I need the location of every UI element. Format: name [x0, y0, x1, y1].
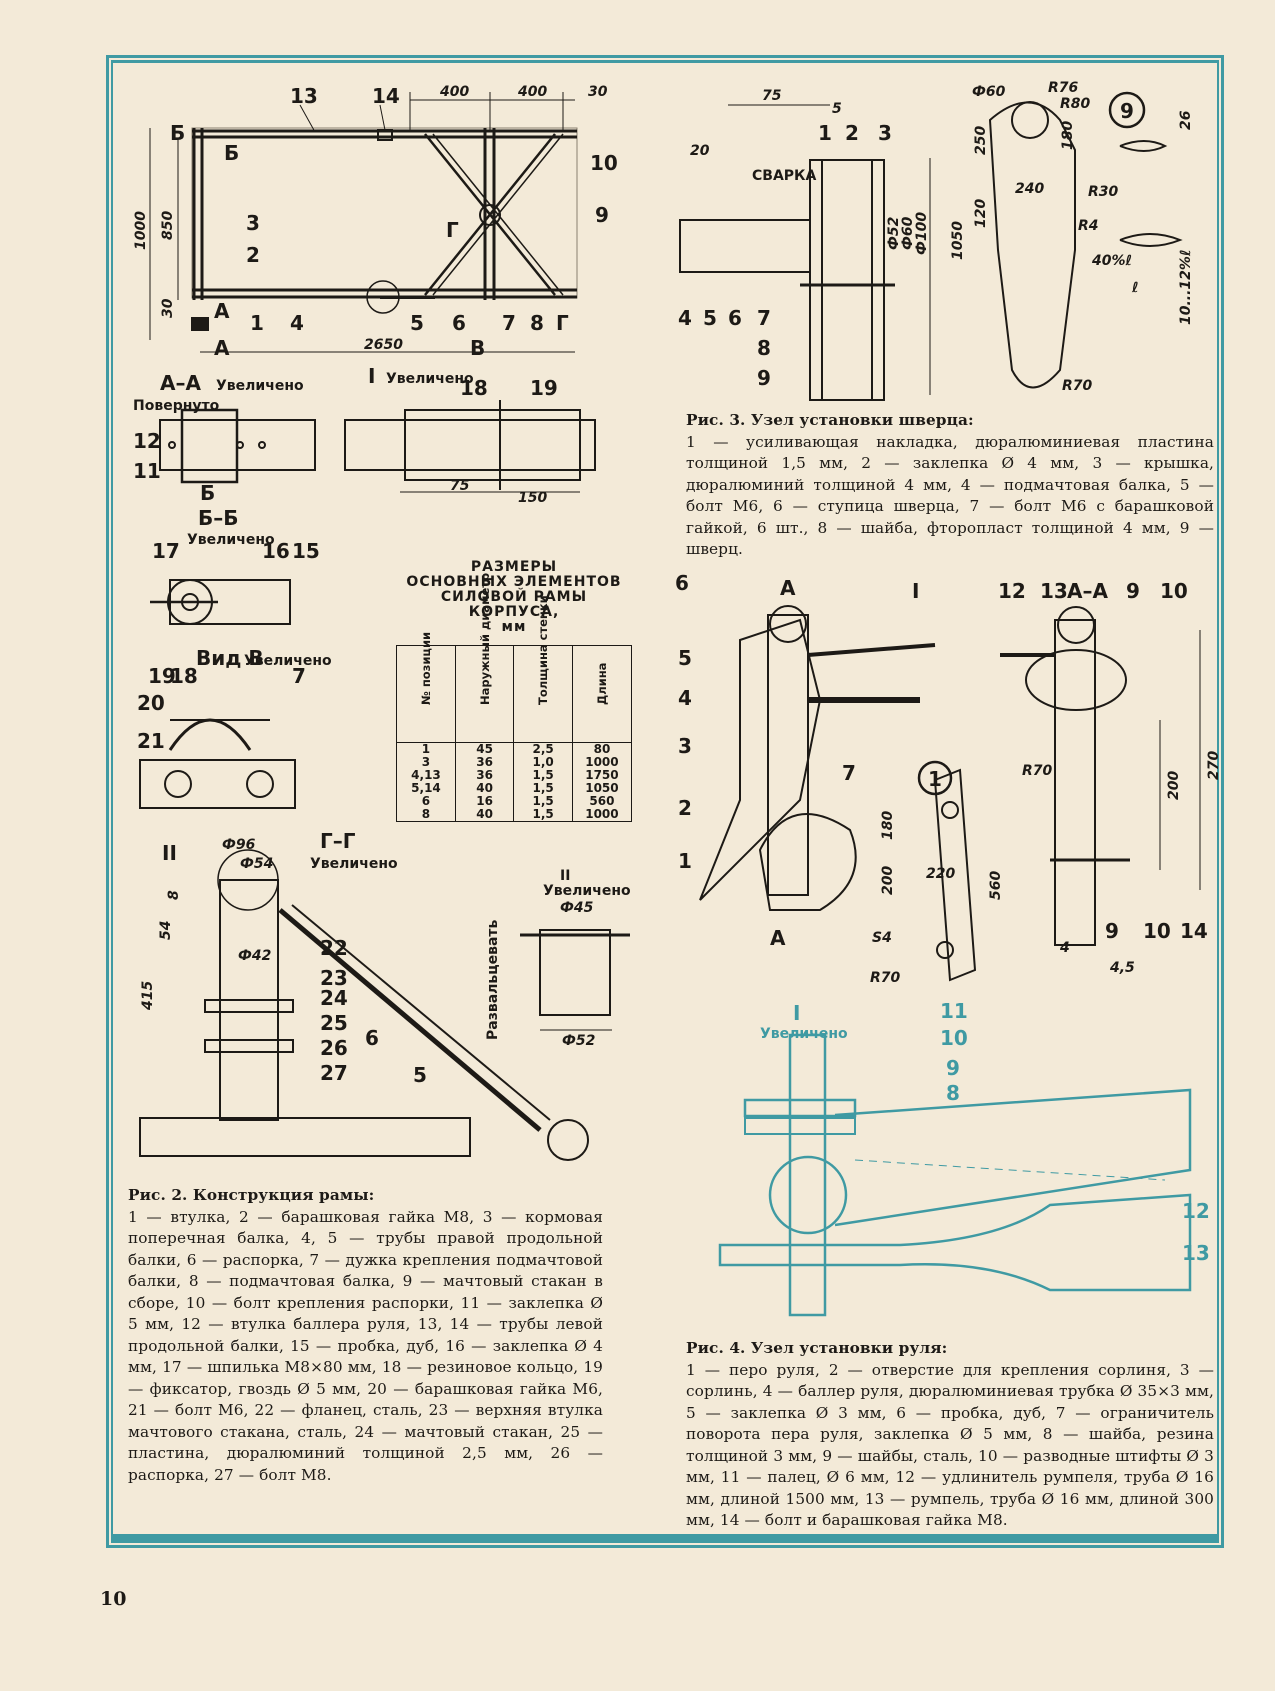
fig2-dim-54b: 54: [158, 920, 174, 940]
fig2-callout-19b: 19: [148, 664, 176, 688]
table-cell: 1,5: [514, 795, 573, 808]
fig4-detail-callout-8: 8: [946, 1081, 960, 1105]
fig3-circled-number: 9: [1120, 99, 1134, 123]
fig2-section-g-2: Г: [556, 311, 569, 335]
fig3-dim-r30: R30: [1088, 184, 1119, 200]
fig2-section-b-bb: Б: [200, 481, 216, 505]
table-cell: 3: [397, 756, 456, 769]
table-cell: 1,0: [514, 756, 573, 769]
fig2-section-v: В: [470, 336, 486, 360]
fig3-dim-r76: R76: [1048, 80, 1079, 96]
fig2-view-gg-title: Г–Г: [320, 829, 356, 853]
fig4-dim-180: 180: [880, 810, 896, 840]
fig4-dim-4: 4: [1060, 940, 1070, 956]
fig3-dim-180: 180: [1060, 120, 1076, 150]
fig4-circled-number: 1: [928, 767, 942, 791]
page-number: 10: [100, 1588, 127, 1610]
fig2-dim-30b: 30: [160, 298, 176, 318]
fig2-callout-13: 13: [290, 84, 318, 108]
fig4-detail-callout-9: 9: [946, 1056, 960, 1080]
fig4-callout-14: 14: [1180, 919, 1208, 943]
fig4-callout-13: 13: [1040, 579, 1068, 603]
fig3-callout-7: 7: [757, 306, 771, 330]
fig4-dim-200b: 200: [880, 865, 896, 895]
fig2-detail-ii: [520, 930, 630, 1030]
fig2-dim-30: 30: [588, 84, 608, 100]
fig2-view-v-note: Увеличено: [244, 653, 332, 669]
fig2-view-i-title: I: [368, 364, 376, 388]
fig3-callout-9: 9: [757, 366, 771, 390]
table-cell: 36: [455, 756, 513, 769]
fig2-callout-6b: 6: [365, 1026, 379, 1050]
fig4-section-a-top: А: [780, 576, 796, 600]
fig3-callout-6: 6: [728, 306, 742, 330]
fig4-caption-title: Рис. 4. Узел установки руля:: [686, 1339, 948, 1357]
fig2-callout-20: 20: [137, 691, 165, 715]
fig2-callout-3: 3: [246, 211, 260, 235]
fig2-callout-4: 4: [290, 311, 304, 335]
fig2-callout-12: 12: [133, 429, 161, 453]
fig3-caption-title: Рис. 3. Узел установки шверца:: [686, 411, 974, 429]
fig2-view-bb-title: Б–Б: [198, 506, 239, 530]
fig3-dim-f60: Ф60: [972, 84, 1006, 100]
fig4-detail-callout-12: 12: [1182, 1199, 1210, 1223]
fig3-dim-pct: 40%ℓ: [1092, 253, 1133, 269]
fig4-callout-9: 9: [1126, 579, 1140, 603]
fig2-view-gg-note: Увеличено: [310, 856, 398, 872]
fig4-dim-s4: S4: [872, 930, 892, 946]
fig4-callout-12: 12: [998, 579, 1026, 603]
table-row: [397, 743, 632, 757]
fig2-dim-75: 75: [450, 478, 470, 494]
fig2-section-i: [345, 400, 595, 492]
fig4-callout-2: 2: [678, 796, 692, 820]
fig2-callout-21: 21: [137, 729, 165, 753]
fig2-callout-18b: 18: [170, 664, 198, 688]
fig3-dim-52: Ф52: [886, 216, 902, 250]
fig4-dim-220: 220: [926, 866, 956, 882]
fig4-dim-45: 4,5: [1110, 960, 1135, 976]
table-title-line-2: ОСНОВНЫХ ЭЛЕМЕНТОВ: [406, 574, 622, 590]
fig2-callout-2: 2: [246, 243, 260, 267]
fig4-view-i-top: I: [912, 579, 920, 603]
fig2-callout-6: 6: [452, 311, 466, 335]
fig2-callout-17: 17: [152, 539, 180, 563]
fig4-dim-200: 200: [1166, 770, 1182, 800]
fig3-callout-4: 4: [678, 306, 692, 330]
fig3-callout-1: 1: [818, 121, 832, 145]
fig2-dim-850: 850: [160, 210, 176, 240]
fig3-dim-120: 120: [973, 198, 989, 228]
fig2-dim-150: 150: [518, 490, 548, 506]
fig3-callout-3: 3: [878, 121, 892, 145]
fig3-dim-26: 26: [1178, 110, 1194, 130]
fig4-callout-1: 1: [678, 849, 692, 873]
fig2-callout-7: 7: [502, 311, 516, 335]
table-cell: 1000: [572, 808, 631, 822]
table-cell: 1: [397, 743, 456, 757]
fig3-callout-5: 5: [703, 306, 717, 330]
fig4-callout-10b: 10: [1143, 919, 1171, 943]
table-cell: 1,5: [514, 782, 573, 795]
fig2-view-aa-note2: Повернуто: [133, 398, 220, 414]
fig3-dim-1050: 1050: [950, 221, 966, 260]
fig2-flare-label: Развальцевать: [485, 919, 501, 1040]
fig4-caption-block: [686, 1338, 1214, 1532]
fig4-dim-r70: R70: [1022, 763, 1053, 779]
fig2-callout-26: 26: [320, 1036, 348, 1060]
fig2-caption-title: Рис. 2. Конструкция рамы:: [128, 1186, 375, 1204]
fig3-dim-75: 75: [762, 88, 782, 104]
fig2-callout-8: 8: [530, 311, 544, 335]
fig3-centreboard-assembly: [680, 105, 930, 400]
fig2-section-b-top2: Б: [224, 141, 240, 165]
fig2-callout-16: 16: [262, 539, 290, 563]
fig4-dim-270: 270: [1206, 750, 1222, 780]
fig4-caption-text: 1 — перо руля, 2 — отверстие для крепления сорлиня, 3 — сорлинь, 4 — баллер руля, дюралюминиевая трубка Ø 35×3 мм, 5 — заклепка Ø 3 мм, 6 — пробка, дуб, 7 — ограничитель поворота пера руля, заклепка Ø 5 мм, 8 — шайба, резина толщиной 3 мм, 9 — шайбы, сталь, 10 — разводные штифты Ø 3 мм, 11 — палец, Ø 6 мм, 12 — удлинитель румпеля, труба Ø 16 мм, длиной 1500 мм, 13 — румпель, труба Ø 16 мм, длиной 300 мм, 14 — болт и барашковая гайка М8.: [686, 1360, 1214, 1529]
table-header-position: № позиции: [397, 646, 456, 743]
fig2-detail-ii-title: II: [560, 868, 571, 884]
fig2-dim-52: Ф52: [562, 1033, 596, 1049]
fig3-dim-r80: R80: [1060, 96, 1091, 112]
fig3-caption-text: 1 — усиливающая накладка, дюралюминиевая пластина толщиной 1,5 мм, 2 — заклепка Ø 4 мм, 3 — крышка, дюралюминий толщиной 4 мм, 4 — подмачтовая балка, 5 — болт М6, 6 — ступица шверца, 7 — болт М6 с барашковой гайкой, 6 шт., 8 — шайба, фторопласт толщиной 4 мм, 9 — шверц.: [686, 432, 1214, 558]
fig3-caption-block: [686, 410, 1214, 561]
fig2-section-a-1: А: [214, 299, 230, 323]
fig4-callout-9b: 9: [1105, 919, 1119, 943]
fig3-dim-r4: R4: [1078, 218, 1099, 234]
table-title-line-3: СИЛОВОЙ РАМЫ КОРПУСА,: [440, 589, 588, 620]
fig2-dim-2650: 2650: [364, 337, 403, 353]
fig4-callout-7: 7: [842, 761, 856, 785]
table-cell: 5,14: [397, 782, 456, 795]
fig2-detail-ii-note: Увеличено: [543, 883, 631, 899]
fig2-callout-11: 11: [133, 459, 161, 483]
fig2-callout-25: 25: [320, 1011, 348, 1035]
table-header-diameter: Наружный диаметр: [455, 646, 513, 743]
fig3-dim-60: Ф60: [900, 216, 916, 250]
fig2-view-aa-note: Увеличено: [216, 378, 304, 394]
fig2-dim-8: 8: [166, 890, 182, 900]
table-row: [397, 808, 632, 822]
fig2-dim-1000: 1000: [133, 211, 149, 250]
fig3-dim-20: 20: [690, 143, 710, 159]
table-header-wall: Толщина стенки: [514, 646, 573, 743]
fig2-callout-18: 18: [460, 376, 488, 400]
dimensions-table-block: [396, 560, 632, 822]
fig2-dim-42: Ф42: [238, 948, 272, 964]
fig2-callout-22: 22: [320, 936, 348, 960]
fig2-view-aa-title: А–А: [160, 371, 201, 395]
fig2-section-a-2: А: [214, 336, 230, 360]
fig4-callout-10: 10: [1160, 579, 1188, 603]
table-cell: 80: [572, 743, 631, 757]
fig3-dim-240: 240: [1015, 181, 1045, 197]
fig4-detail-i-note: Увеличено: [760, 1026, 848, 1042]
fig4-detail-i-title: I: [793, 1001, 801, 1025]
table-cell: 40: [455, 782, 513, 795]
table-cell: 40: [455, 808, 513, 822]
fig2-callout-24: 24: [320, 986, 348, 1010]
fig2-dim-415: 415: [140, 980, 156, 1010]
fig2-callout-7b: 7: [292, 664, 306, 688]
fig4-detail-callout-13: 13: [1182, 1241, 1210, 1265]
fig2-dim-45: Ф45: [560, 900, 594, 916]
fig2-section-g-1: Г: [446, 218, 459, 242]
fig2-dim-400b: 400: [518, 84, 548, 100]
fig2-callout-19: 19: [530, 376, 558, 400]
fig2-callout-15: 15: [292, 539, 320, 563]
fig3-dim-5: 5: [832, 101, 842, 117]
fig3-dim-100: Ф100: [914, 211, 930, 255]
fig2-view-bb-note: Увеличено: [187, 532, 275, 548]
fig2-caption-block: [128, 1185, 603, 1486]
fig2-section-aa: [160, 410, 315, 482]
fig2-callout-9: 9: [595, 203, 609, 227]
fig4-callout-5: 5: [678, 646, 692, 670]
table-cell: 1,5: [514, 808, 573, 822]
fig2-callout-14: 14: [372, 84, 400, 108]
fig2-callout-27: 27: [320, 1061, 348, 1085]
fig4-detail-callout-11: 11: [940, 999, 968, 1023]
fig4-callout-4: 4: [678, 686, 692, 710]
fig4-detail-callout-10: 10: [940, 1026, 968, 1050]
fig2-callout-23: 23: [320, 966, 348, 990]
fig2-section-bb: [150, 580, 290, 624]
table-cell: 36: [455, 769, 513, 782]
table-cell: 2,5: [514, 743, 573, 757]
fig2-dim-54: Ф54: [240, 856, 274, 872]
fig3-dim-10: 10...12%ℓ: [1178, 249, 1194, 325]
fig3-dim-l: ℓ: [1132, 280, 1139, 296]
table-cell: 560: [572, 795, 631, 808]
fig2-section-b-top: Б: [170, 121, 186, 145]
table-cell: 8: [397, 808, 456, 822]
fig2-callout-1: 1: [250, 311, 264, 335]
fig3-dim-r70: R70: [1062, 378, 1093, 394]
fig2-callout-10: 10: [590, 151, 618, 175]
fig4-view-aa: А–А: [1067, 579, 1108, 603]
fig4-section-a-bot: А: [770, 926, 786, 950]
fig2-callout-5: 5: [410, 311, 424, 335]
fig2-view-i-note: Увеличено: [386, 371, 474, 387]
fig2-view-v-title: Вид В: [196, 646, 264, 670]
table-cell: 6: [397, 795, 456, 808]
table-title-line-4: мм: [501, 619, 527, 635]
fig3-centreboard-profile: [990, 102, 1180, 388]
fig4-dim-r70b: R70: [870, 970, 901, 986]
fig3-callout-8: 8: [757, 336, 771, 360]
fig2-section-gg: [140, 850, 588, 1160]
fig2-dim-400a: 400: [440, 84, 470, 100]
table-title-line-1: РАЗМЕРЫ: [470, 559, 558, 575]
table-cell: 45: [455, 743, 513, 757]
table-cell: 1000: [572, 756, 631, 769]
fig3-weld-label: СВАРКА: [752, 168, 817, 184]
table-cell: 4,13: [397, 769, 456, 782]
fig4-callout-6: 6: [675, 571, 689, 595]
fig2-dim-96: Ф96: [222, 837, 256, 853]
fig2-callout-5b: 5: [413, 1063, 427, 1087]
fig4-dim-560: 560: [988, 870, 1004, 900]
fig2-view-ii-title: II: [162, 841, 177, 865]
fig3-callout-2: 2: [845, 121, 859, 145]
table-cell: 1050: [572, 782, 631, 795]
table-cell: 1750: [572, 769, 631, 782]
fig2-caption-text: 1 — втулка, 2 — барашковая гайка М8, 3 — кормовая поперечная балка, 4, 5 — трубы правой продольной балки, 6 — распорка, 7 — дужка крепления подмачтовой балки, 8 — подмачтовая балка, 9 — мачтовый стакан в сборе, 10 — болт крепления распорки, 11 — заклепка Ø 5 мм, 12 — втулка баллера руля, 13, 14 — трубы левой продольной балки, 15 — пробка, дуб, 16 — заклепка Ø 4 мм, 17 — шпилька М8×80 мм, 18 — резиновое кольцо, 19 — фиксатор, гвоздь Ø 5 мм, 20 — барашковая гайка М6, 21 — болт М6, 22 — фланец, сталь, 23 — верхняя втулка мачтового стакана, сталь, 24 — мачтовый стакан, 25 — пластина, дюралюминий толщиной 2,5 мм, 26 — распорка, 27 — болт М8.: [128, 1207, 603, 1484]
table-cell: 16: [455, 795, 513, 808]
fig4-callout-3: 3: [678, 734, 692, 758]
fig3-dim-250: 250: [973, 125, 989, 155]
table-cell: 1,5: [514, 769, 573, 782]
fig4-rudder-side: [700, 606, 935, 910]
table-header-length: Длина: [572, 646, 631, 743]
